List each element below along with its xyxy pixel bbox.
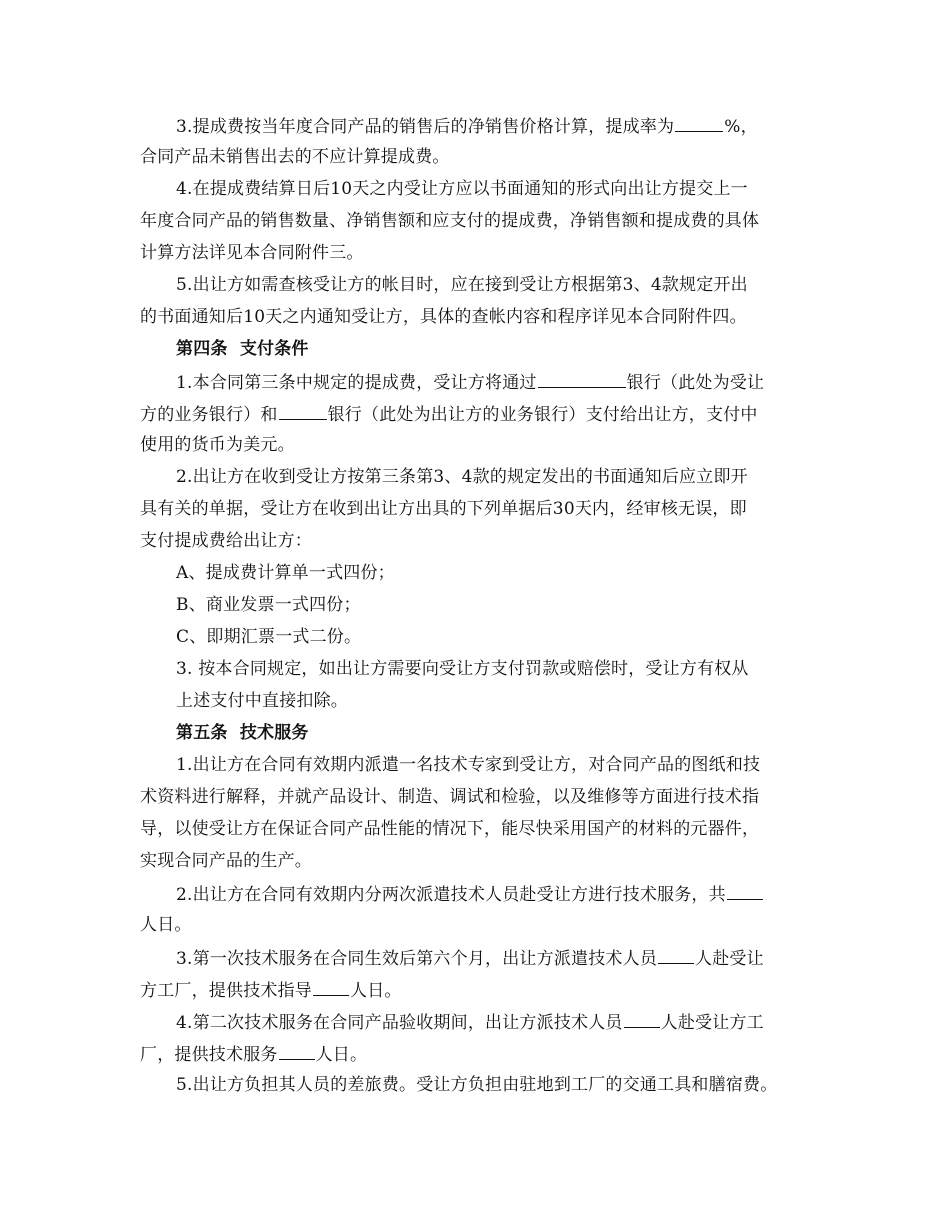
clause-4-1-line-3: 使用的货币为美元。 [140,435,295,455]
clause-4-3-line-1: 3. 按本合同规定，如出让方需要向受让方支付罚款或赔偿时，受让方有权从 [176,659,749,679]
text: %， [724,117,758,137]
clause-3-4-line-3: 计算方法详见本合同附件三。 [140,243,364,263]
clause-4-2-line-2: 具有关的单据，受让方在收到出让方出具的下列单据后30天内，经审核无误，即 [140,499,747,519]
text: 4.第二次技术服务在合同产品验收期间，出让方派技术人员 [176,1013,623,1033]
list-item-b: B、商业发票一式四份； [176,595,361,615]
text: 3.第一次技术服务在合同生效后第六个月，出让方派遣技术人员 [176,949,658,969]
clause-4-2-line-1: 2.出让方在收到受让方按第三条第3、4款的规定发出的书面通知后应立即开 [176,467,748,487]
clause-3-5-line-2: 的书面通知后10天之内通知受让方，具体的查帐内容和程序详见本合同附件四。 [140,307,747,327]
clause-5-3-line-1 [176,945,764,971]
days-blank-total [727,881,763,900]
bank-blank-1 [538,369,626,388]
clause-3-4-line-1: 4.在提成费结算日后10天之内受让方应以书面通知的形式向出让方提交上一 [176,179,748,199]
text: 人赴受让方工 [660,1013,764,1033]
clause-5-1-line-4: 实现合同产品的生产。 [140,851,312,871]
text: 银行（此处为受让 [626,373,765,393]
staff-blank-1 [658,945,694,964]
clause-5-5-line-1: 5.出让方负担其人员的差旅费。受让方负担由驻地到工厂的交通工具和膳宿费。 [176,1075,778,1095]
clause-5-4-line-2 [140,1041,367,1067]
text: 银行（此处为出让方的业务银行）支付给出让方，支付中 [327,405,758,425]
clause-3-3-line-1 [176,113,758,139]
rate-blank [675,113,723,132]
list-item-c: C、即期汇票一式二份。 [176,627,362,647]
staff-blank-2 [624,1009,660,1028]
text: 3.提成费按当年度合同产品的销售后的净销售价格计算，提成率为 [176,117,675,137]
bank-blank-2 [279,401,327,420]
clause-4-3-line-2: 上述支付中直接扣除。 [176,691,348,711]
clause-4-1-line-2 [140,401,758,427]
section-heading-4: 第四条 支付条件 [176,339,309,359]
clause-5-1-line-2: 术资料进行解释，并就产品设计、制造、调试和检验，以及维修等方面进行技术指 [140,787,760,807]
text: 2.出让方在合同有效期内分两次派遣技术人员赴受让方进行技术服务，共 [176,885,726,905]
clause-5-1-line-1: 1.出让方在合同有效期内派遣一名技术专家到受让方，对合同产品的图纸和技 [176,755,761,775]
text: 方工厂，提供技术指导 [140,981,312,1001]
text: 人赴受让 [695,949,764,969]
days-blank-1 [313,977,349,996]
clause-5-2-line-1 [176,881,764,907]
days-blank-2 [279,1041,315,1060]
clause-5-1-line-3: 导，以使受让方在保证合同产品性能的情况下，能尽快采用国产的材料的元器件， [140,819,760,839]
clause-5-4-line-1 [176,1009,764,1035]
clause-3-4-line-2: 年度合同产品的销售数量、净销售额和应支付的提成费，净销售额和提成费的具体 [140,211,760,231]
clause-4-1-line-1 [176,369,764,395]
clause-5-3-line-2 [140,977,402,1003]
text: 1.本合同第三条中规定的提成费，受让方将通过 [176,373,537,393]
clause-5-2-line-2: 人日。 [140,915,192,935]
list-item-a: A、提成费计算单一式四份； [176,563,395,583]
clause-3-5-line-1: 5.出让方如需查核受让方的帐目时，应在接到受让方根据第3、4款规定开出 [176,275,748,295]
text: 厂，提供技术服务 [140,1045,278,1065]
clause-4-2-line-3: 支付提成费给出让方： [140,531,312,551]
clause-3-3-line-2: 合同产品未销售出去的不应计算提成费。 [140,147,450,167]
section-heading-5: 第五条 技术服务 [176,723,309,743]
text: 人日。 [350,981,402,1001]
text: 方的业务银行）和 [140,405,278,425]
text: 人日。 [315,1045,368,1065]
